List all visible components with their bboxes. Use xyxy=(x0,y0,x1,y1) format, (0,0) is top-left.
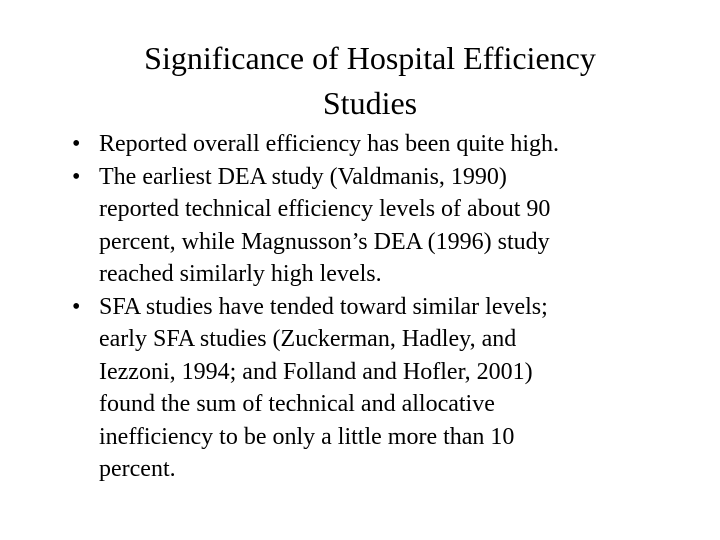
bullet-marker: • xyxy=(72,293,81,320)
title-line-1: Significance of Hospital Efficiency xyxy=(144,40,596,76)
bullet-3-line-5: inefficiency to be only a little more than 10 xyxy=(99,423,515,450)
bullet-3-line-2: early SFA studies (Zuckerman, Hadley, and xyxy=(99,326,517,352)
title-line-2: Studies xyxy=(322,85,418,121)
slide-title xyxy=(100,36,640,126)
bullet-2-line-1: The earliest DEA study (Valdmanis, 1990) xyxy=(99,163,507,190)
bullet-1-line-1: Reported overall efficiency has been quite high. xyxy=(99,131,560,157)
bullet-2-line-2: reported technical efficiency levels of about 90 xyxy=(99,196,551,222)
bullet-2-line-3: percent, while Magnusson’s DEA (1996) study xyxy=(99,228,550,255)
bullet-3-line-1: SFA studies have tended toward similar levels; xyxy=(99,293,548,320)
bullet-3-line-6: percent. xyxy=(99,456,176,482)
bullet-3-line-4: found the sum of technical and allocative xyxy=(99,391,495,417)
bullet-item-3 xyxy=(72,291,672,486)
bullet-item-2 xyxy=(72,161,672,291)
bullet-item-1 xyxy=(72,128,672,161)
bullet-3-line-3: Iezzoni, 1994; and Folland and Hofler, 2001) xyxy=(99,358,533,385)
bullet-list xyxy=(72,128,672,486)
bullet-2-line-4: reached similarly high levels. xyxy=(99,261,382,287)
bullet-marker: • xyxy=(72,163,81,190)
bullet-marker: • xyxy=(72,131,81,157)
